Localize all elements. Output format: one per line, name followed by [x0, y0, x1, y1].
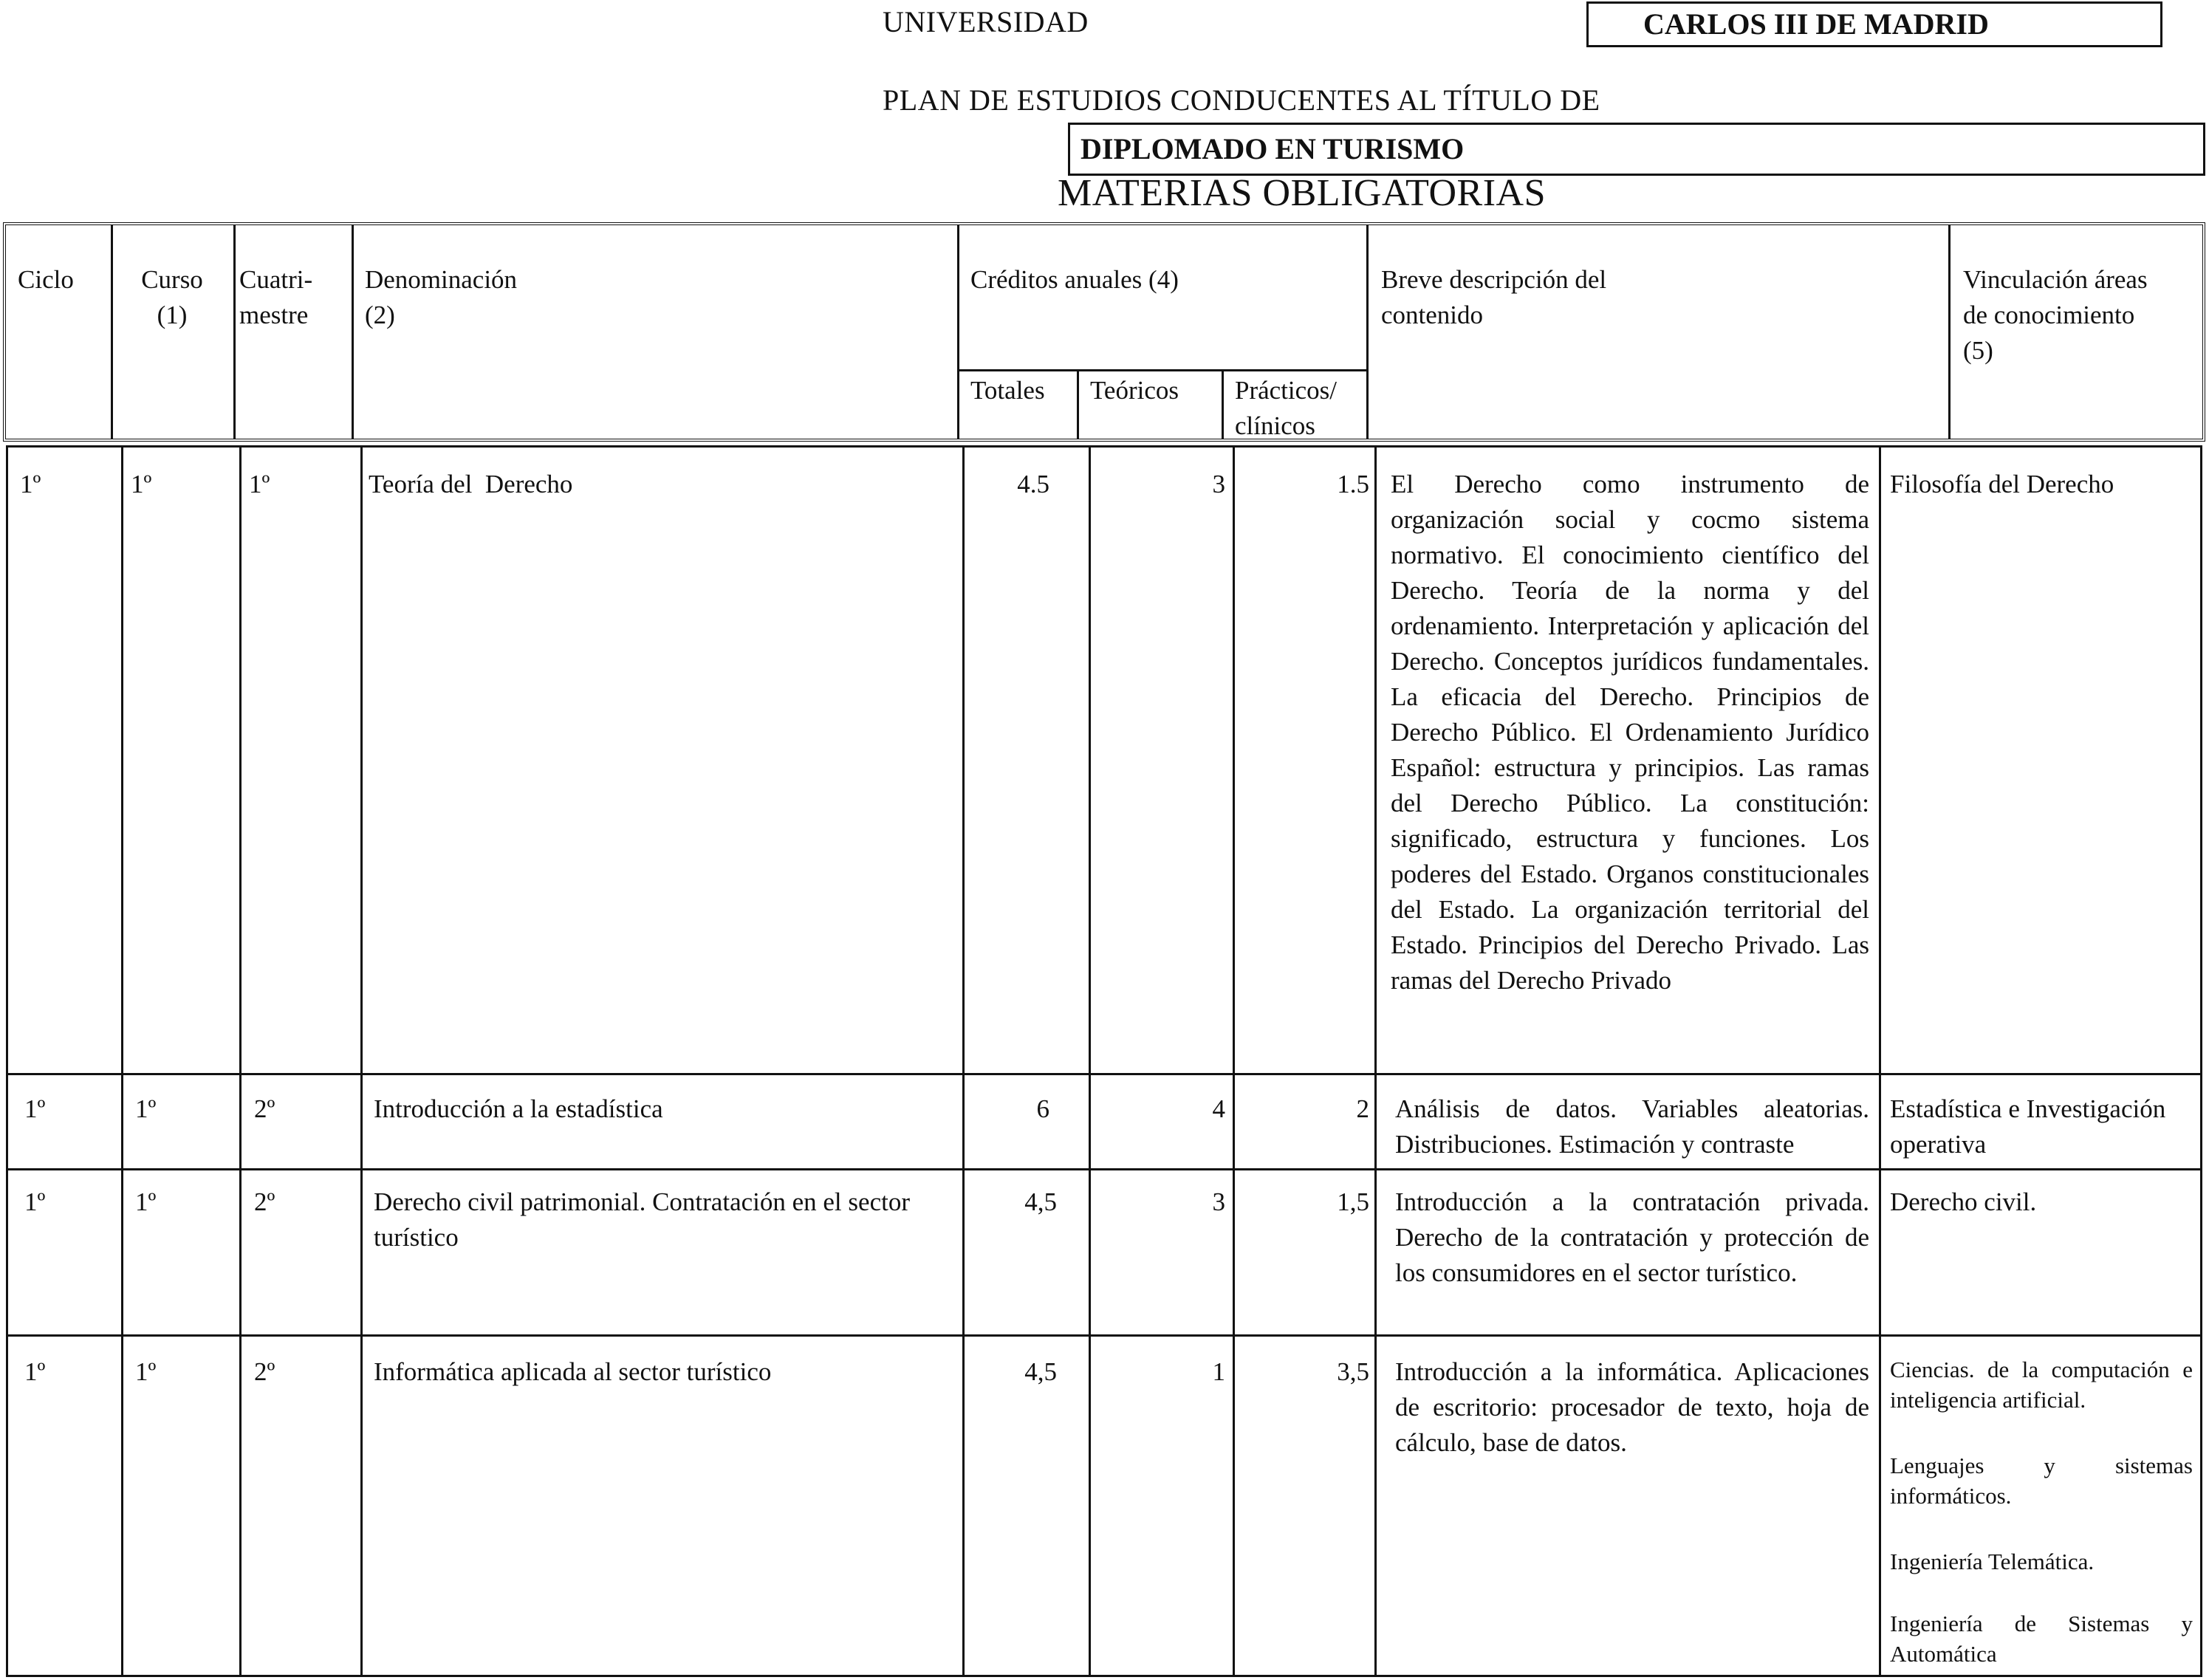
col-vinculacion-label-1: Vinculación áreas [1963, 265, 2148, 294]
col-descripcion-label-1: Breve descripción del [1381, 265, 1607, 294]
row-denominacion: Derecho civil patrimonial. Contratación en el sector turístico [374, 1187, 910, 1252]
titulo-box [1068, 123, 2205, 176]
col-vinculacion-note: (5) [1963, 336, 1993, 365]
plan-label: PLAN DE ESTUDIOS CONDUCENTES AL TÍTULO DE [883, 83, 1600, 117]
row-teoricos: 3 [1212, 470, 1225, 498]
col-descripcion-label-2: contenido [1381, 301, 1484, 329]
col-curso-note: (1) [157, 301, 188, 329]
row-totales: 4.5 [1017, 470, 1049, 498]
row-ciclo: 1º [24, 1357, 46, 1386]
col-practicos [1235, 373, 1337, 444]
row-descripcion: Introducción a la contratación privada. Derecho de la contratación y protección de los consumidores en el sector turístico. [1395, 1187, 1869, 1287]
row-vinculacion: Estadística e Investigación operativa [1890, 1094, 2166, 1159]
col-vinculacion-label-2: de conocimiento [1963, 301, 2135, 329]
col-curso [117, 262, 227, 333]
row-practicos: 1.5 [1337, 470, 1369, 498]
row-vinculacion: Ingeniería de Sistemas y Automática [1890, 1611, 2193, 1667]
row-vinculacion: Lenguajes y sistemas informáticos. [1890, 1453, 2193, 1509]
row-totales: 4,5 [1024, 1187, 1057, 1216]
row-curso: 1º [131, 470, 152, 498]
row-ciclo: 1º [24, 1187, 46, 1216]
row-ciclo: 1º [20, 470, 41, 498]
row-denominacion: Teoría del Derecho [369, 470, 573, 498]
row-practicos: 1,5 [1337, 1187, 1369, 1216]
row-ciclo: 1º [24, 1094, 46, 1123]
section-title: MATERIAS OBLIGATORIAS [1058, 172, 1547, 214]
col-denom-note: (2) [365, 301, 395, 329]
row-denominacion: Introducción a la estadística [374, 1094, 663, 1123]
col-denominacion [365, 262, 517, 333]
col-practicos-label-2: clínicos [1235, 411, 1315, 440]
row-totales: 4,5 [1024, 1357, 1057, 1386]
row-curso: 1º [135, 1187, 157, 1216]
col-vinculacion [1963, 262, 2148, 368]
row-teoricos: 4 [1212, 1094, 1225, 1123]
col-cuatri-label-2: mestre [239, 301, 309, 329]
col-denom-label: Denominación [365, 265, 518, 294]
row-descripcion: Análisis de datos. Variables aleatorias. Distribuciones. Estimación y contraste [1395, 1094, 1869, 1159]
col-totales: Totales [970, 376, 1045, 405]
subjects-table [6, 445, 2202, 1677]
row-totales: 6 [1036, 1094, 1049, 1123]
row-vinculacion: Ciencias. de la computación e inteligencia artificial. [1890, 1357, 2193, 1413]
col-teoricos: Teóricos [1090, 376, 1179, 405]
row-vinculacion: Filosofía del Derecho [1890, 470, 2114, 498]
row-teoricos: 3 [1212, 1187, 1225, 1216]
universidad-label: UNIVERSIDAD [883, 5, 1089, 38]
titulo-text: DIPLOMADO EN TURISMO [1080, 132, 1465, 165]
col-cuatri-label-1: Cuatri- [239, 265, 313, 294]
row-curso: 1º [135, 1094, 157, 1123]
row-cuatrimestre: 2º [254, 1094, 275, 1123]
universidad-name: CARLOS III DE MADRID [1643, 7, 1989, 41]
col-cuatrimestre [239, 262, 312, 333]
row-descripcion: El Derecho como instrumento de organización social y cocmo sistema normativo. El conocimiento científico del Derecho. Teoría de la norma y del ordenamiento. Interpretación y aplicación del Derecho. Conceptos jurídicos fundamentales. La eficacia del Derecho. Principios de Derecho Público. El Ordenamiento Jurídico Español: estructura y principios. Las ramas del Derecho Público. La constitución: significado, estructura y funciones. Los poderes del Estado. Organos constitucionales del Estado. La organización territorial del Estado. Principios del Derecho Privado. Las ramas del Derecho Privado [1391, 470, 1869, 995]
row-cuatrimestre: 1º [249, 470, 270, 498]
universidad-name-box [1586, 1, 2162, 47]
row-vinculacion: Ingeniería Telemática. [1890, 1549, 2095, 1574]
col-curso-label: Curso [141, 265, 203, 294]
row-practicos: 3,5 [1337, 1357, 1369, 1386]
row-teoricos: 1 [1212, 1357, 1225, 1386]
col-practicos-label-1: Prácticos/ [1235, 376, 1338, 405]
row-vinculacion: Derecho civil. [1890, 1187, 2037, 1216]
row-cuatrimestre: 2º [254, 1187, 275, 1216]
row-practicos: 2 [1356, 1094, 1369, 1123]
row-cuatrimestre: 2º [254, 1357, 275, 1386]
col-creditos: Créditos anuales (4) [970, 265, 1179, 294]
row-descripcion: Introducción a la informática. Aplicaciones de escritorio: procesador de texto, hoja de cálculo, base de datos. [1395, 1357, 1869, 1457]
col-ciclo: Ciclo [18, 265, 74, 294]
row-curso: 1º [135, 1357, 157, 1386]
column-header-table [3, 222, 2205, 442]
col-descripcion [1381, 262, 1606, 333]
row-denominacion: Informática aplicada al sector turístico [374, 1357, 772, 1386]
